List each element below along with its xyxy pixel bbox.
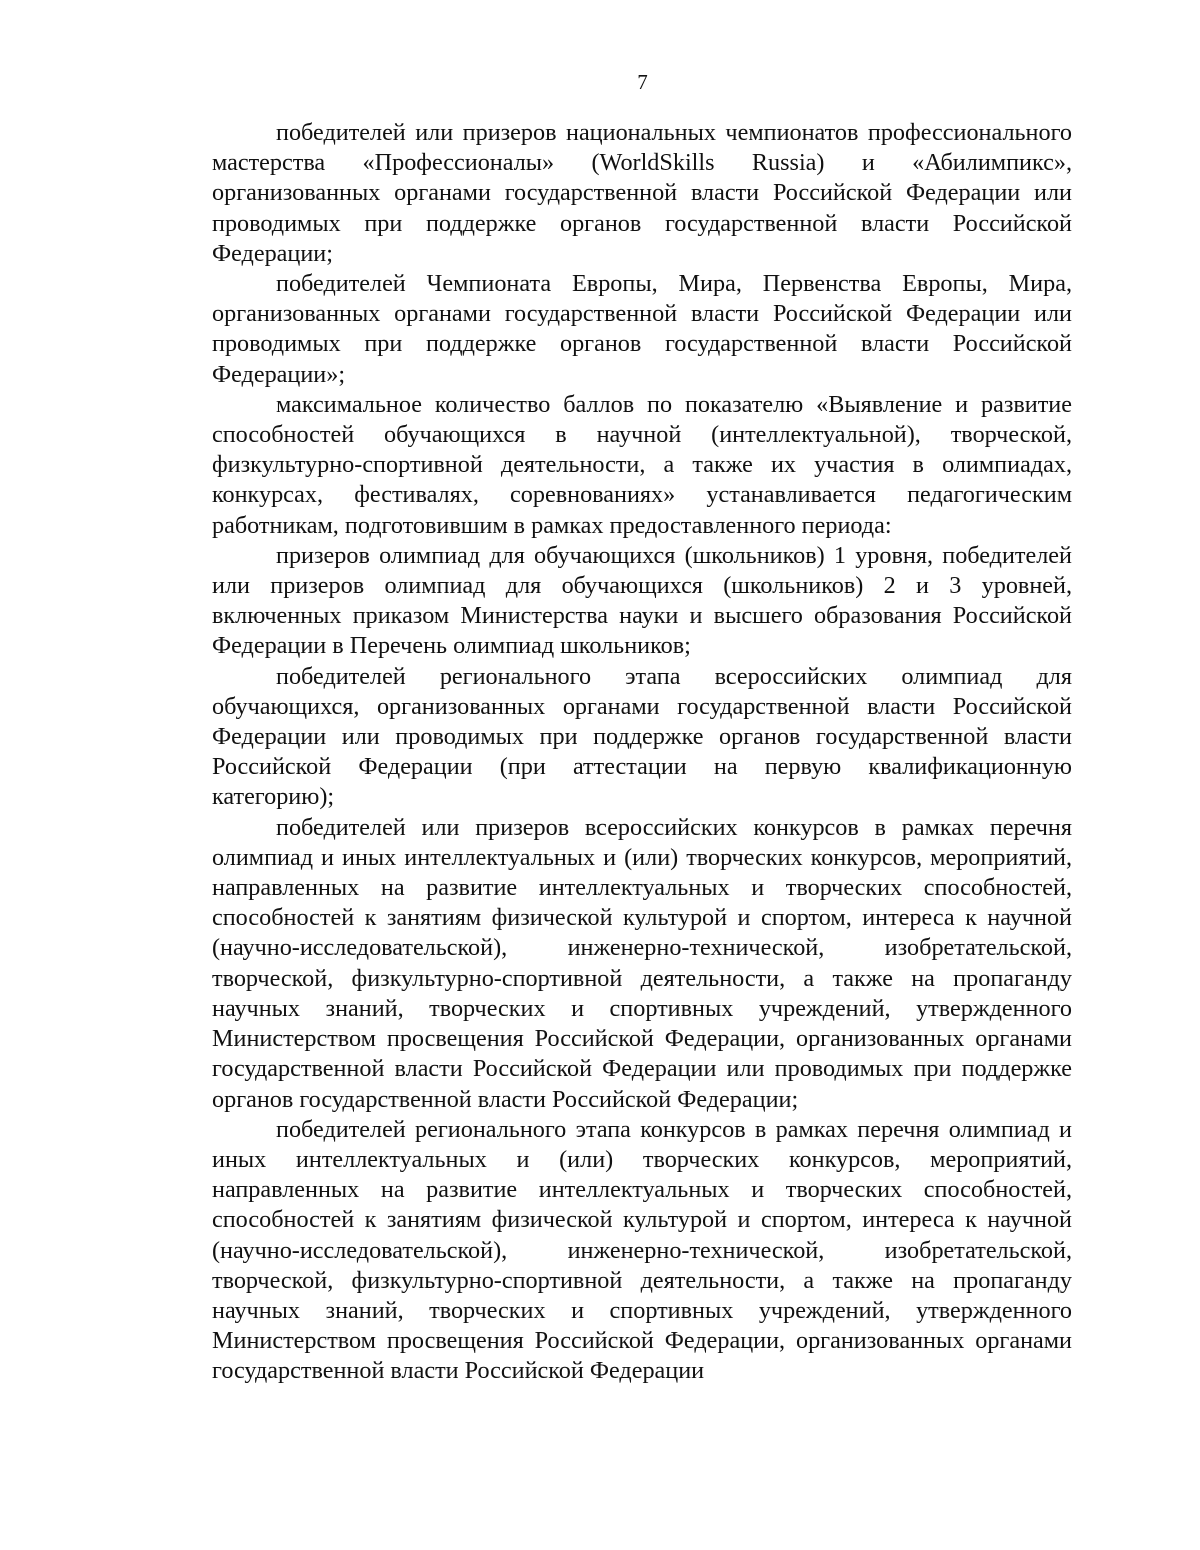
paragraph: победителей Чемпионата Европы, Мира, Первенства Европы, Мира, организованных органами государственной власти Российской Федерации или проводимых при поддержке органов государственной власти Российской Федерации»; <box>212 270 1072 388</box>
paragraph: победителей или призеров национальных чемпионатов профессионального мастерства «Профессионалы» (WorldSkills Russia) и «Абилимпикс», организованных органами государственной власти Российской Федерации или проводимых при поддержке органов государственной власти Российской Федерации; <box>212 119 1072 267</box>
paragraph: победителей регионального этапа конкурсов в рамках перечня олимпиад и иных интеллектуальных и (или) творческих конкурсов, мероприятий, направленных на развитие интеллектуальных и творческих способностей, способностей к занятиям физической культурой и спортом, интереса к научной (научно-исследовательской), инженерно-технической, изобретательской, творческой, физкультурно-спортивной деятельности, а также на пропаганду научных знаний, творческих и спортивных учреждений, утвержденного Министерством просвещения Российской Федерации, организованных органами государственной власти Российской Федерации <box>212 1115 1072 1385</box>
paragraph: призеров олимпиад для обучающихся (школьников) 1 уровня, победителей или призеров олимпиад для обучающихся (школьников) 2 и 3 уровней, включенных приказом Министерства науки и высшего образования Российской Федерации в Перечень олимпиад школьников; <box>212 541 1072 660</box>
paragraph: максимальное количество баллов по показателю «Выявление и развитие способностей обучающихся в научной (интеллектуальной), творческой, физкультурно-спортивной деятельности, а также их участия в олимпиадах, конкурсах, фестивалях, соревнованиях» устанавливается педагогическим работникам, подготовившим в рамках предоставленного периода: <box>212 390 1072 539</box>
document-body <box>212 118 1072 1387</box>
paragraph: победителей или призеров всероссийских конкурсов в рамках перечня олимпиад и иных интеллектуальных и (или) творческих конкурсов, мероприятий, направленных на развитие интеллектуальных и творческих способностей, способностей к занятиям физической культурой и спортом, интереса к научной (научно-исследовательской), инженерно-технической, изобретательской, творческой, физкультурно-спортивной деятельности, а также на пропаганду научных знаний, творческих и спортивных учреждений, утвержденного Министерством просвещения Российской Федерации, организованных органами государственной власти Российской Федерации или проводимых при поддержке органов государственной власти Российской Федерации; <box>212 813 1072 1113</box>
page-number: 7 <box>637 70 648 94</box>
paragraph: победителей регионального этапа всероссийских олимпиад для обучающихся, организованных органами государственной власти Российской Федерации или проводимых при поддержке органов государственной власти Российской Федерации (при аттестации на первую квалификационную категорию); <box>212 662 1072 811</box>
